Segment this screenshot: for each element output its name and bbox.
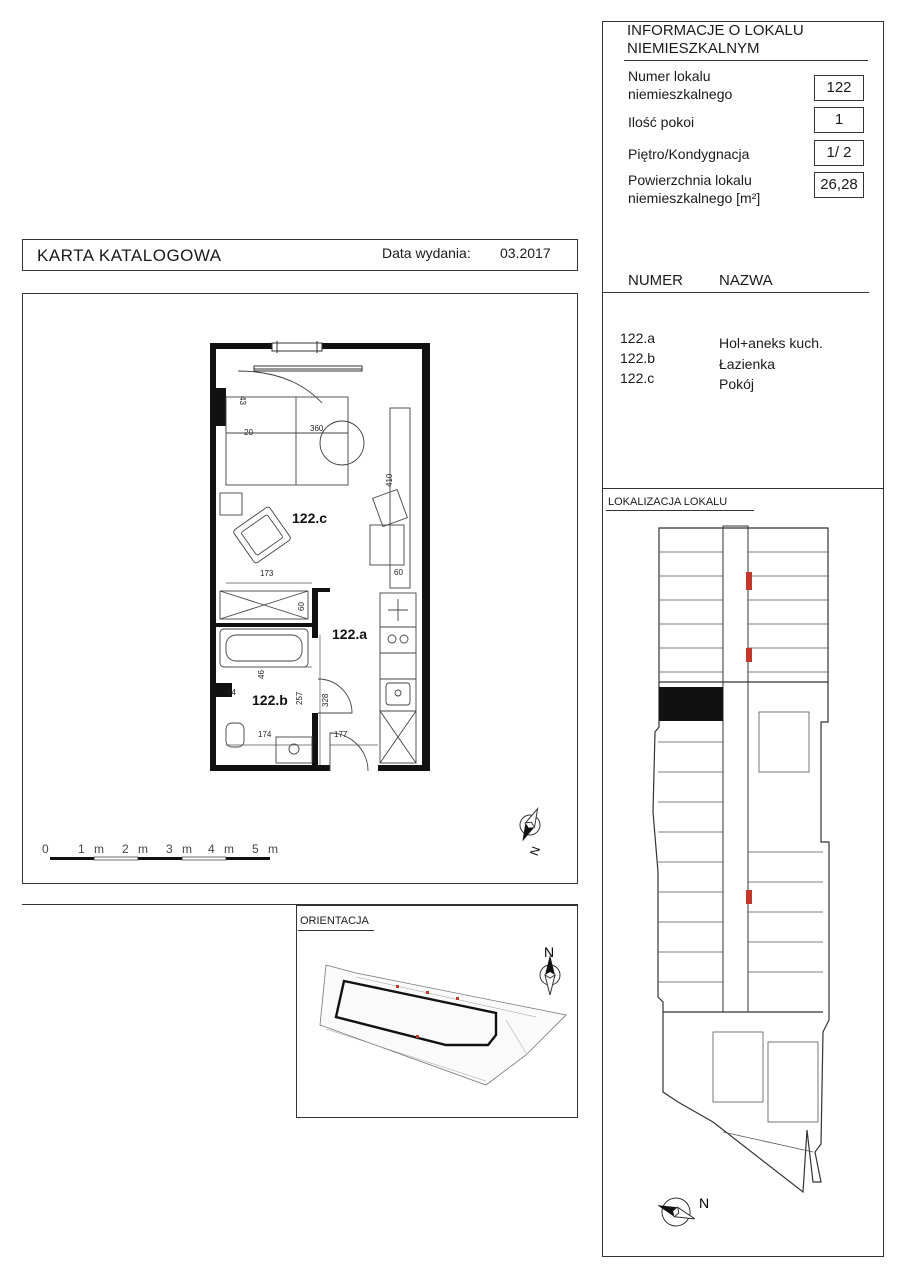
room-row-number: 122.b (620, 350, 656, 366)
dim-label: 360 (310, 424, 324, 433)
field-area-label-1: Powierzchnia lokalu (628, 172, 752, 188)
dim-label: 410 (385, 473, 394, 487)
dim-label: 177 (334, 730, 348, 739)
info-title-rule (624, 60, 868, 61)
dim-label: 46 (257, 670, 266, 679)
dim-label: 44 (227, 688, 236, 697)
scale-label: 5 m (252, 842, 282, 856)
rooms-header-rule (603, 292, 869, 293)
room-row-number: 122.a (620, 330, 656, 346)
scale-label: 0 (42, 842, 52, 856)
location-building-plan (603, 512, 883, 1257)
room-row-number: 122.c (620, 370, 655, 386)
room-row-name: Pokój (719, 376, 755, 392)
room-row-name: Hol+aneks kuch. (719, 335, 823, 351)
orientation-north-arrow (540, 955, 560, 995)
col-name-header: NAZWA (719, 272, 773, 289)
plan-north-label: N (526, 844, 544, 858)
scale-label: 1 m (78, 842, 108, 856)
orientation-north-label: N (544, 944, 555, 960)
orientation-heading: ORIENTACJA (300, 915, 369, 927)
scale-label: 2 m (122, 842, 152, 856)
scale-label: 3 m (166, 842, 196, 856)
dim-label: 257 (295, 691, 304, 705)
field-area-value: 26,28 (814, 172, 864, 198)
orientation-site-plan (296, 905, 578, 1118)
location-north-label: N (699, 1195, 710, 1211)
floor-plan (22, 293, 578, 884)
card-date-label: Data wydania: (382, 245, 471, 261)
info-title-line2: NIEMIESZKALNYM (627, 40, 760, 57)
location-heading: LOKALIZACJA LOKALU (608, 496, 728, 508)
dim-label: 60 (394, 568, 403, 577)
north-arrow (513, 804, 546, 845)
card-title: KARTA KATALOGOWA (37, 246, 222, 265)
room-label-122c: 122.c (292, 510, 328, 526)
field-rooms-value: 1 (814, 107, 864, 133)
info-title-line1: INFORMACJE O LOKALU (627, 22, 804, 39)
field-number-value: 122 (814, 75, 864, 101)
dim-label: 174 (258, 730, 272, 739)
location-rule (603, 488, 883, 489)
card-date-value: 03.2017 (500, 245, 551, 261)
location-heading-rule (606, 510, 754, 511)
dim-label: 60 (297, 602, 306, 611)
dim-label: 173 (260, 569, 274, 578)
room-label-122a: 122.a (332, 626, 368, 642)
field-floor-label: Piętro/Kondygnacja (628, 146, 750, 162)
field-rooms-label: Ilość pokoi (628, 114, 695, 130)
dim-label: 328 (321, 693, 330, 707)
dim-label: 20 (244, 428, 253, 437)
col-number-header: NUMER (628, 272, 683, 289)
field-floor-value: 1/ 2 (814, 140, 864, 166)
scale-label: 4 m (208, 842, 238, 856)
room-label-122b: 122.b (252, 692, 288, 708)
field-number-label-1: Numer lokalu (628, 68, 711, 84)
room-row-name: Łazienka (719, 356, 776, 372)
field-area-label-2: niemieszkalnego [m²] (628, 190, 761, 206)
field-number-label-2: niemieszkalnego (628, 86, 733, 102)
dim-label: 43 (238, 396, 247, 405)
